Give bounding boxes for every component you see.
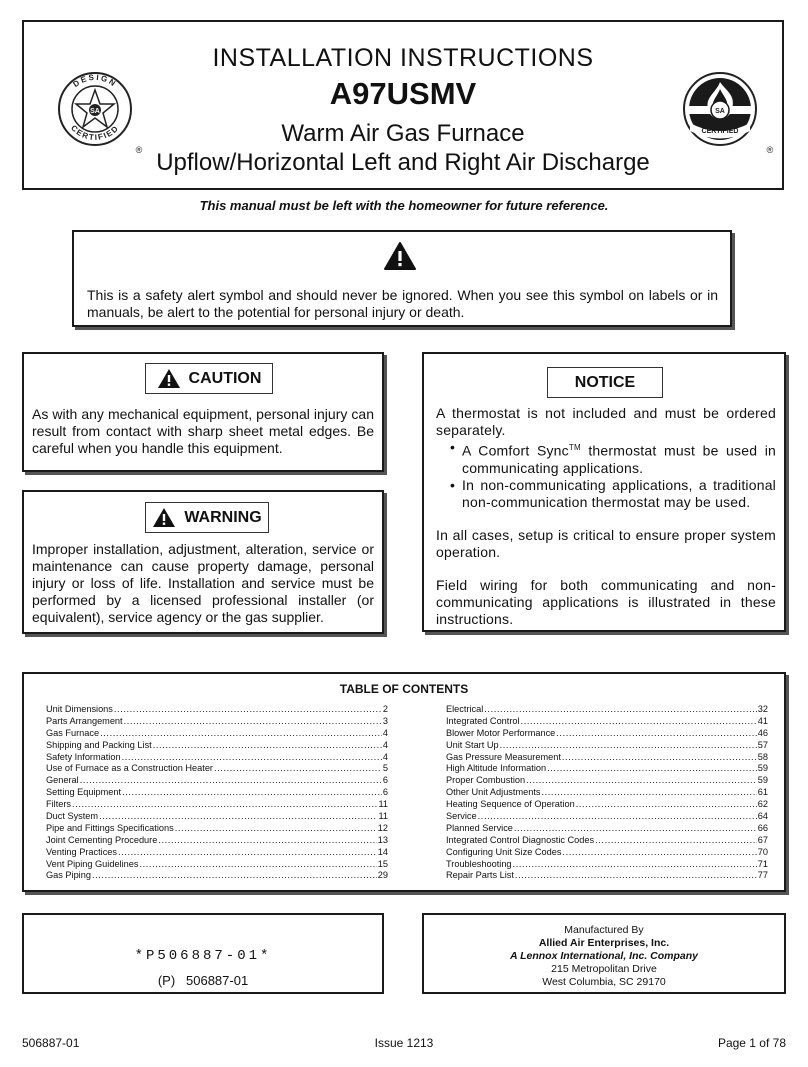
toc-leader-dots bbox=[158, 835, 376, 847]
toc-entry-label: Setting Equipment bbox=[46, 787, 122, 798]
toc-entry-label: Configuring Unit Size Codes bbox=[446, 846, 562, 857]
part-number-prefix: (P) bbox=[157, 973, 176, 988]
toc-entry bbox=[46, 716, 388, 728]
toc-leader-dots bbox=[118, 847, 377, 859]
warning-triangle-icon bbox=[152, 507, 176, 528]
toc-entry bbox=[46, 787, 388, 799]
toc-leader-dots bbox=[484, 704, 756, 716]
toc-entry-label: Planned Service bbox=[446, 822, 513, 833]
toc-entry-label: Repair Parts List bbox=[446, 870, 514, 881]
toc-entry bbox=[46, 859, 388, 871]
part-number bbox=[24, 973, 382, 988]
part-number-box bbox=[22, 913, 384, 994]
warning-triangle-icon bbox=[383, 241, 417, 271]
toc-entry-label: Integrated Control bbox=[446, 715, 520, 726]
toc-entry-page: 66 bbox=[757, 822, 768, 833]
toc-leader-dots bbox=[80, 775, 382, 787]
toc-entry bbox=[446, 763, 768, 775]
homeowner-note: This manual must be left with the homeowner for future reference. bbox=[199, 198, 609, 213]
toc-entry bbox=[446, 847, 768, 859]
toc-entry bbox=[446, 728, 768, 740]
toc-leader-dots bbox=[214, 763, 382, 775]
toc-entry bbox=[446, 811, 768, 823]
safety-alert-text: This is a safety alert symbol and should never be ignored. When you see this symbol on labels or in manuals, be alert to the potential for personal injury or death. bbox=[87, 287, 718, 320]
caution-title: CAUTION bbox=[188, 369, 262, 387]
toc-entry bbox=[446, 823, 768, 835]
toc-entry-page: 13 bbox=[377, 834, 388, 845]
toc-entry-label: Heating Sequence of Operation bbox=[446, 799, 575, 810]
notice-bullet-non-communicating: • In non-communicating applications, a traditional non-communication thermostat may be used. bbox=[450, 477, 776, 511]
toc-entry-page: 71 bbox=[757, 858, 768, 869]
toc-entry bbox=[446, 799, 768, 811]
toc-entry bbox=[446, 835, 768, 847]
toc-entry-page: 29 bbox=[377, 870, 388, 881]
toc-entry bbox=[46, 728, 388, 740]
toc-entry bbox=[446, 704, 768, 716]
toc-entry-page: 58 bbox=[757, 751, 768, 762]
toc-entry-page: 3 bbox=[382, 715, 388, 726]
toc-entry-label: Pipe and Fittings Specifications bbox=[46, 822, 174, 833]
toc-entry-label: Safety Information bbox=[46, 751, 121, 762]
toc-entry-label: Venting Practices bbox=[46, 846, 117, 857]
caution-text: As with any mechanical equipment, personal injury can result from contact with sharp sheet metal edges. Be careful when you handle this equipment. bbox=[32, 406, 374, 456]
cert-seal-bottom-text: CERTIFIED bbox=[701, 128, 739, 135]
toc-entry-label: Gas Pressure Measurement bbox=[446, 751, 561, 762]
toc-entry-label: Integrated Control Diagnostic Codes bbox=[446, 834, 595, 845]
toc-entry bbox=[446, 859, 768, 871]
toc-entry-label: Troubleshooting bbox=[446, 858, 512, 869]
toc-entry bbox=[446, 870, 768, 882]
toc-entry-page: 2 bbox=[382, 704, 388, 714]
toc-leader-dots bbox=[100, 728, 382, 740]
toc-entry-page: 6 bbox=[382, 787, 388, 798]
toc-leader-dots bbox=[576, 799, 757, 811]
toc-entry-page: 64 bbox=[757, 811, 768, 822]
toc-entry-label: Duct System bbox=[46, 811, 99, 822]
manufacturer-box bbox=[422, 913, 786, 994]
warning-badge bbox=[145, 502, 269, 533]
toc-entry-page: 11 bbox=[378, 811, 388, 822]
cert-seal-center-text: SA bbox=[715, 108, 725, 115]
warning-triangle-icon bbox=[157, 368, 181, 389]
manufacturer-name: Allied Air Enterprises, Inc. bbox=[538, 937, 670, 949]
toc-leader-dots bbox=[72, 799, 377, 811]
toc-entry bbox=[46, 835, 388, 847]
manufacturer-city: West Columbia, SC 29170 bbox=[542, 976, 666, 988]
toc-entry-label: Electrical bbox=[446, 704, 484, 714]
warning-text: Improper installation, adjustment, alteration, service or maintenance can cause property damage, personal injury or loss of life. Installation and service must be performed by a licensed professional installer (or equivalent), service agency or the gas supplier. bbox=[32, 541, 374, 625]
manufactured-by-label: Manufactured By bbox=[564, 924, 644, 936]
parent-company: A Lennox International, Inc. Company bbox=[509, 950, 699, 962]
notice-list bbox=[436, 439, 776, 511]
toc-entry bbox=[446, 775, 768, 787]
notice-setup-text: In all cases, setup is critical to ensure proper system operation. bbox=[436, 526, 776, 560]
toc-entry-page: 15 bbox=[377, 858, 388, 869]
toc-leader-dots bbox=[526, 775, 757, 787]
toc-entry-page: 41 bbox=[757, 715, 768, 726]
notice-field-wiring-text: Field wiring for both communicating and non-communicating applications is illustrated in these instructions. bbox=[436, 576, 776, 627]
toc-leader-dots bbox=[514, 823, 757, 835]
toc-entry-page: 4 bbox=[382, 739, 388, 750]
notice-box bbox=[422, 352, 786, 632]
toc-leader-dots bbox=[153, 740, 382, 752]
toc-entry-page: 5 bbox=[382, 763, 388, 774]
toc-entry-label: Blower Motor Performance bbox=[446, 727, 556, 738]
notice-bullet-comfort-sync bbox=[450, 439, 776, 477]
toc-leader-dots bbox=[515, 870, 757, 882]
toc-entry-label: General bbox=[46, 775, 79, 786]
toc-entry-page: 62 bbox=[757, 799, 768, 810]
design-seal-registered: ® bbox=[135, 145, 143, 155]
notice-bullet1-pre: A Comfort Sync bbox=[462, 442, 569, 459]
safety-alert-box bbox=[72, 230, 732, 327]
toc-leader-dots bbox=[139, 859, 376, 871]
toc-entry-label: Gas Piping bbox=[46, 870, 91, 881]
toc-entry-page: 59 bbox=[757, 775, 768, 786]
notice-title: NOTICE bbox=[574, 373, 636, 391]
title-block bbox=[22, 20, 784, 190]
toc-leader-dots bbox=[562, 752, 757, 764]
toc-leader-dots bbox=[175, 823, 377, 835]
design-seal-center-text: SA bbox=[90, 108, 100, 115]
toc-entry-label: Vent Piping Guidelines bbox=[46, 858, 139, 869]
toc-entry bbox=[46, 823, 388, 835]
toc-entry-label: Parts Arrangement bbox=[46, 715, 123, 726]
toc-entry-label: Other Unit Adjustments bbox=[446, 787, 541, 798]
toc-entry-label: High Altitude Information bbox=[446, 763, 547, 774]
document-type: INSTALLATION INSTRUCTIONS bbox=[212, 44, 594, 72]
design-seal-bottom-text: CERTIFIED bbox=[69, 123, 121, 143]
footer-document-number: 506887-01 bbox=[22, 1036, 80, 1050]
toc-entry bbox=[46, 870, 388, 882]
toc-entry-page: 70 bbox=[757, 846, 768, 857]
toc-leader-dots bbox=[521, 716, 757, 728]
notice-badge bbox=[547, 367, 663, 398]
toc-leader-dots bbox=[595, 835, 757, 847]
toc-entry bbox=[46, 811, 388, 823]
toc-entry-page: 77 bbox=[757, 870, 768, 881]
toc-leader-dots bbox=[122, 752, 382, 764]
toc-leader-dots bbox=[556, 728, 756, 740]
notice-bullet1-post: thermostat must be used in communicating applications. bbox=[462, 442, 776, 476]
product-title: Warm Air Gas Furnace bbox=[281, 120, 525, 147]
toc-entry bbox=[46, 752, 388, 764]
toc-leader-dots bbox=[114, 704, 382, 716]
toc-entry bbox=[46, 799, 388, 811]
toc-leader-dots bbox=[92, 870, 377, 882]
toc-right-column bbox=[446, 704, 768, 882]
toc-entry-page: 12 bbox=[377, 822, 388, 833]
footer-issue: Issue 1213 bbox=[374, 1036, 434, 1050]
barcode-text bbox=[24, 948, 382, 964]
toc-entry-page: 14 bbox=[377, 846, 388, 857]
toc-entry bbox=[46, 763, 388, 775]
trademark-mark: TM bbox=[568, 443, 581, 452]
toc-entry-page: 59 bbox=[757, 763, 768, 774]
toc-leader-dots bbox=[124, 716, 382, 728]
warning-box bbox=[22, 490, 384, 634]
toc-entry bbox=[46, 775, 388, 787]
toc-leader-dots bbox=[478, 811, 757, 823]
toc-entry bbox=[446, 740, 768, 752]
toc-leader-dots bbox=[500, 740, 757, 752]
toc-entry bbox=[46, 704, 388, 716]
cert-seal-registered: ® bbox=[766, 145, 774, 155]
toc-entry bbox=[446, 752, 768, 764]
toc-entry-page: 4 bbox=[382, 751, 388, 762]
toc-leader-dots bbox=[562, 847, 756, 859]
notice-body bbox=[436, 405, 776, 628]
toc-entry-label: Joint Cementing Procedure bbox=[46, 834, 158, 845]
product-subtitle: Upflow/Horizontal Left and Right Air Discharge bbox=[156, 149, 650, 176]
toc-leader-dots bbox=[541, 787, 756, 799]
toc-entry-label: Service bbox=[446, 811, 477, 822]
toc-entry bbox=[446, 787, 768, 799]
toc-entry-label: Use of Furnace as a Construction Heater bbox=[46, 763, 213, 774]
toc-entry bbox=[446, 716, 768, 728]
model-number: A97USMV bbox=[329, 76, 477, 111]
toc-left-column bbox=[46, 704, 388, 882]
toc-entry-label: Unit Dimensions bbox=[46, 704, 113, 714]
toc-entry-page: 67 bbox=[757, 834, 768, 845]
barcode-value: *P506887-01* bbox=[134, 948, 272, 964]
toc-entry-label: Filters bbox=[46, 799, 72, 810]
footer-page-number: Page 1 of 78 bbox=[717, 1036, 786, 1050]
toc-entry-label: Gas Furnace bbox=[46, 727, 100, 738]
toc-leader-dots bbox=[99, 811, 377, 823]
design-seal-top-text: DESIGN bbox=[71, 72, 119, 89]
caution-box bbox=[22, 352, 384, 472]
manufacturer-street: 215 Metropolitan Drive bbox=[551, 963, 657, 975]
toc-entry-label: Shipping and Packing List bbox=[46, 739, 152, 750]
toc-leader-dots bbox=[122, 787, 382, 799]
flame-certified-seal-icon bbox=[676, 69, 780, 157]
toc-entry-page: 32 bbox=[757, 704, 768, 714]
notice-intro: A thermostat is not included and must be ordered separately. bbox=[436, 405, 776, 438]
toc-entry-page: 6 bbox=[382, 775, 388, 786]
toc-title: TABLE OF CONTENTS bbox=[339, 682, 469, 696]
toc-leader-dots bbox=[547, 763, 757, 775]
warning-title: WARNING bbox=[184, 508, 262, 526]
caution-badge bbox=[145, 363, 273, 394]
toc-entry-page: 4 bbox=[382, 727, 388, 738]
toc-leader-dots bbox=[513, 859, 757, 871]
toc-entry bbox=[46, 847, 388, 859]
toc-entry-page: 11 bbox=[378, 799, 388, 810]
toc-entry-page: 57 bbox=[757, 739, 768, 750]
toc-entry-label: Unit Start Up bbox=[446, 739, 499, 750]
part-number-value: 506887-01 bbox=[186, 973, 249, 988]
toc-entry-page: 61 bbox=[757, 787, 768, 798]
table-of-contents bbox=[22, 672, 786, 892]
toc-entry bbox=[46, 740, 388, 752]
toc-entry-page: 46 bbox=[757, 727, 768, 738]
toc-entry-label: Proper Combustion bbox=[446, 775, 526, 786]
